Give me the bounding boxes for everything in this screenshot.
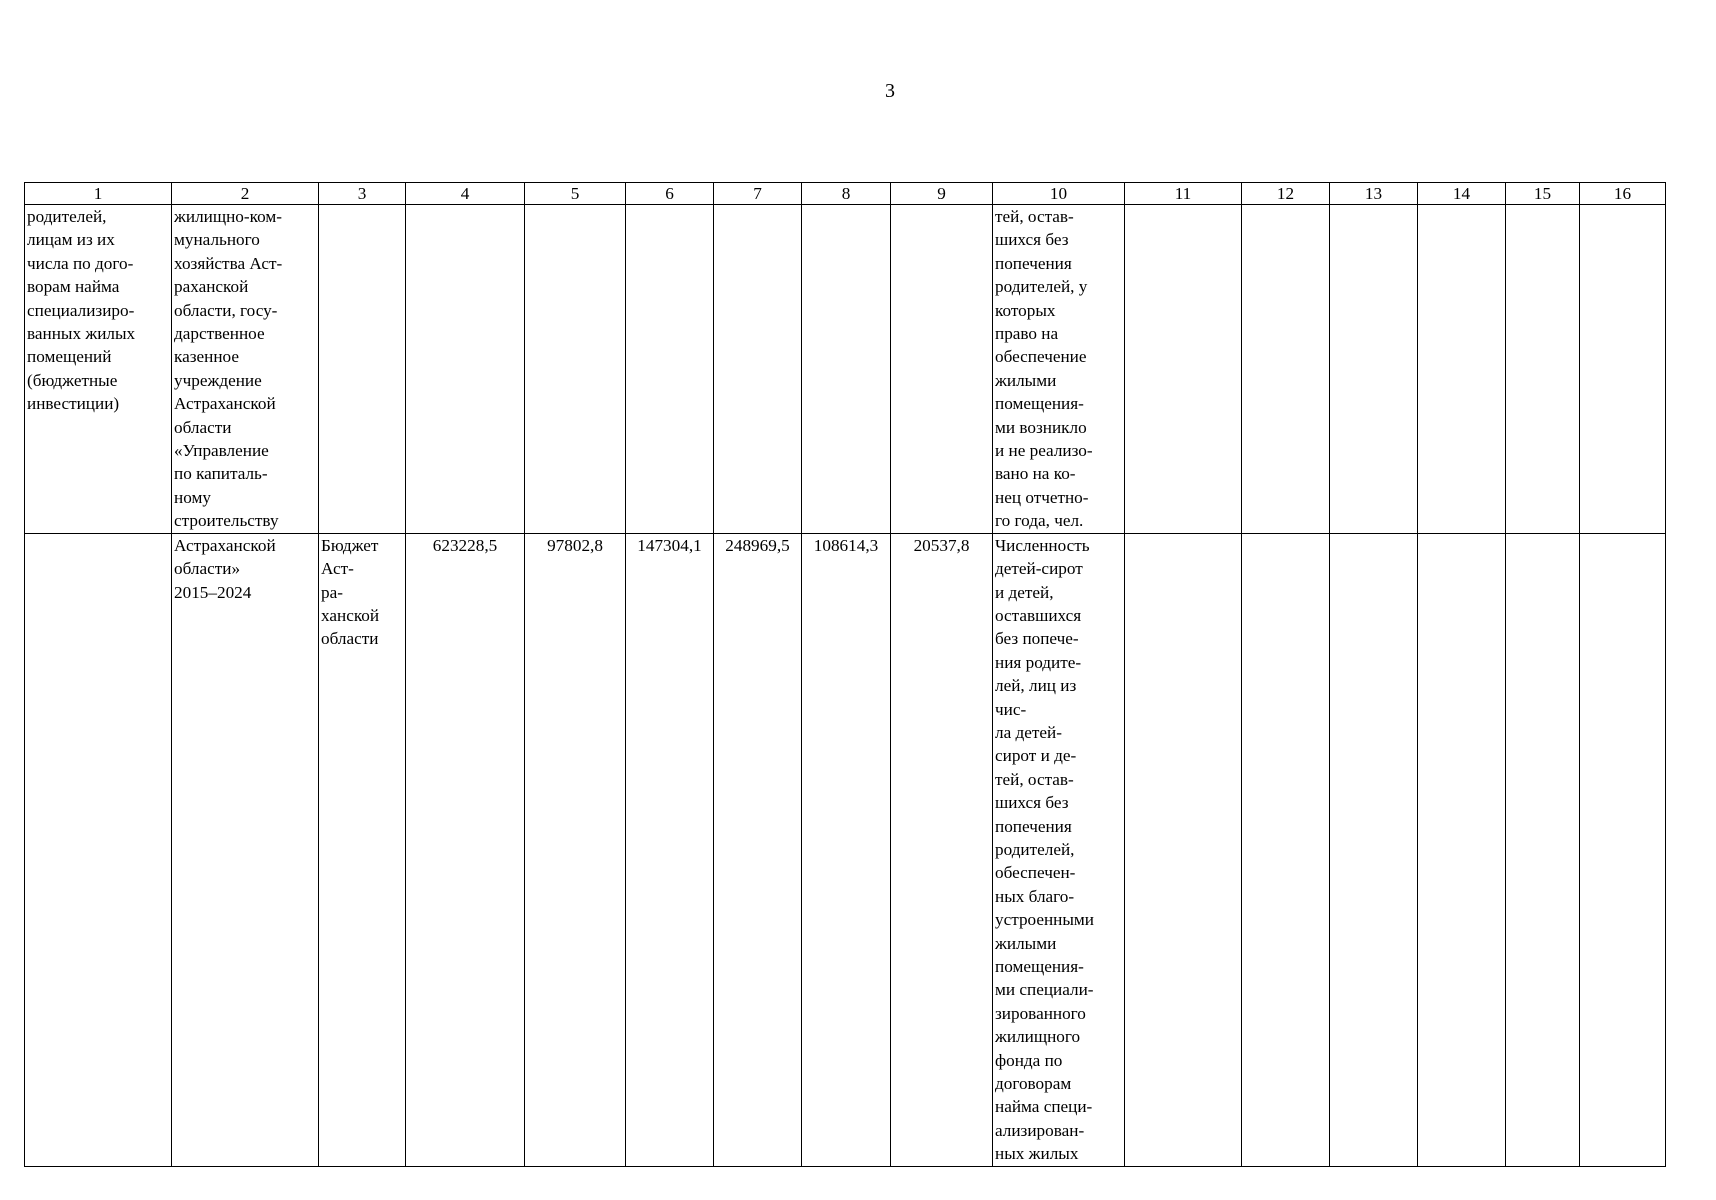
- cell-empty: [714, 205, 802, 534]
- cell-activity-name: родителей, лицам из их числа по дого- ворам найма специализиро- ванных жилых помещений (бюджетные инвестиции): [25, 205, 172, 534]
- cell-empty: [1506, 205, 1580, 534]
- cell-empty: [525, 205, 626, 534]
- cell-empty: [1418, 533, 1506, 1166]
- column-header-13: 13: [1330, 183, 1418, 205]
- cell-empty: [406, 205, 525, 534]
- column-header-9: 9: [891, 183, 993, 205]
- column-header-10: 10: [993, 183, 1125, 205]
- cell-empty: [626, 205, 714, 534]
- column-header-5: 5: [525, 183, 626, 205]
- column-header-11: 11: [1125, 183, 1242, 205]
- column-header-2: 2: [172, 183, 319, 205]
- cell-indicator-2: Численность детей-сирот и детей, оставшихся без попече- ния родите- лей, лиц из чис- ла детей- сирот и де- тей, остав- шихся без попечения родителей, обеспечен- ных благо- устроенными жилыми помещения- ми специали- зированного жилищного фонда по договорам найма специ- ализирован- ных жилых: [993, 533, 1125, 1166]
- column-header-14: 14: [1418, 183, 1506, 205]
- cell-indicator-1: тей, остав- шихся без попечения родителей, у которых право на обеспечение жилыми помещения- ми возникло и не реализо- вано на ко- нец отчетно- го года, чел.: [993, 205, 1125, 534]
- cell-value-col9: 20537,8: [891, 533, 993, 1166]
- cell-empty: [1330, 533, 1418, 1166]
- cell-empty: [1125, 205, 1242, 534]
- column-header-1: 1: [25, 183, 172, 205]
- table-row: [25, 533, 1666, 1166]
- cell-total: 623228,5: [406, 533, 525, 1166]
- table-row: [25, 205, 1666, 534]
- column-header-6: 6: [626, 183, 714, 205]
- cell-empty: [1580, 205, 1666, 534]
- cell-empty: [1125, 533, 1242, 1166]
- header-row: [25, 183, 1666, 205]
- cell-value-col5: 97802,8: [525, 533, 626, 1166]
- column-header-15: 15: [1506, 183, 1580, 205]
- column-header-8: 8: [802, 183, 891, 205]
- cell-empty: [1580, 533, 1666, 1166]
- cell-empty: [319, 205, 406, 534]
- cell-funding-source: Бюджет Аст- ра- ханской области: [319, 533, 406, 1166]
- column-header-16: 16: [1580, 183, 1666, 205]
- cell-activity-continued: [25, 533, 172, 1166]
- column-header-4: 4: [406, 183, 525, 205]
- column-header-12: 12: [1242, 183, 1330, 205]
- cell-value-col7: 248969,5: [714, 533, 802, 1166]
- cell-empty: [1242, 205, 1330, 534]
- cell-empty: [1330, 205, 1418, 534]
- column-header-7: 7: [714, 183, 802, 205]
- page-number: 3: [885, 80, 895, 102]
- cell-executor-part1: жилищно-ком- мунального хозяйства Аст- раханской области, госу- дарственное казенное учреждение Астраханской области «Управление по капиталь- ному строительству: [172, 205, 319, 534]
- cell-empty: [1242, 533, 1330, 1166]
- cell-empty: [891, 205, 993, 534]
- cell-value-col6: 147304,1: [626, 533, 714, 1166]
- cell-executor-part2: Астраханской области» 2015–2024: [172, 533, 319, 1166]
- cell-empty: [802, 205, 891, 534]
- cell-empty: [1418, 205, 1506, 534]
- column-header-3: 3: [319, 183, 406, 205]
- budget-table: [24, 182, 1666, 1167]
- cell-value-col8: 108614,3: [802, 533, 891, 1166]
- cell-empty: [1506, 533, 1580, 1166]
